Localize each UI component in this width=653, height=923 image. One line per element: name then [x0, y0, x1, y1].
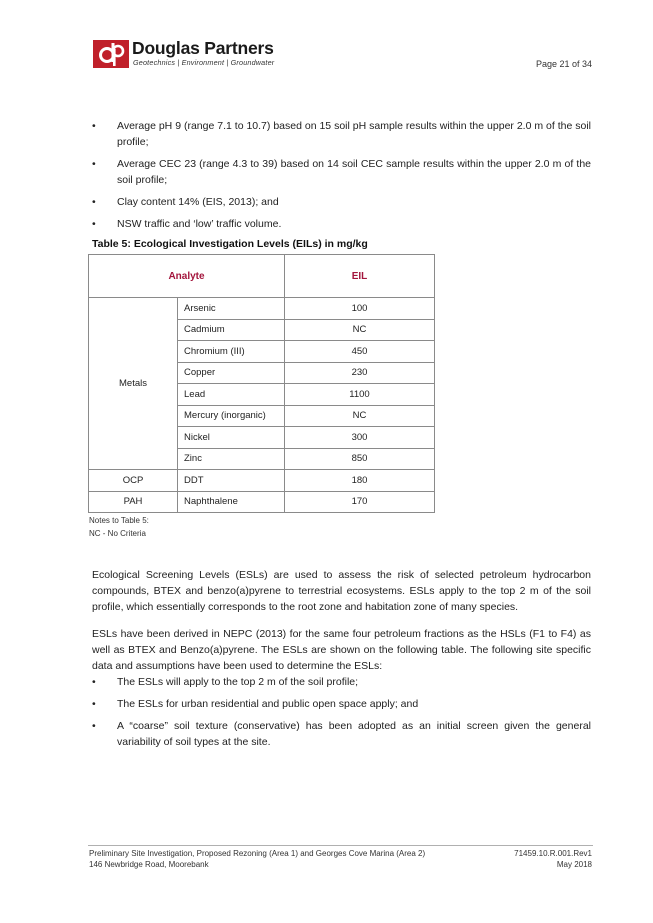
footer-project-address: 146 Newbridge Road, Moorebank: [89, 859, 209, 869]
list-item-text: NSW traffic and ‘low’ traffic volume.: [117, 218, 282, 230]
analyte-cell: DDT: [178, 470, 285, 492]
list-item-text: A “coarse” soil texture (conservative) has been adopted as an initial screen given the general variability of soil types at the site.: [117, 720, 591, 748]
eil-cell: 230: [285, 362, 435, 384]
list-item: [92, 696, 591, 712]
esl-intro-paragraph: Ecological Screening Levels (ESLs) are used to assess the risk of selected petroleum hydrocarbon compounds, BTEX and benzo(a)pyrene to terrestrial ecosystems. ESLs apply to the top 2 m of the soil profile, which essentially corresponds to the root zone and habitation zone of many species.: [92, 569, 591, 613]
group-cell: Metals: [89, 298, 178, 470]
eil-cell: 1100: [285, 384, 435, 406]
eil-cell: 850: [285, 448, 435, 470]
douglas-partners-logo-icon: [93, 40, 129, 68]
list-item: [92, 718, 591, 750]
esl-assumption-bullet-list: [92, 674, 591, 750]
analyte-cell: Copper: [178, 362, 285, 384]
company-name: Douglas Partners: [132, 38, 274, 58]
eil-cell: 450: [285, 341, 435, 363]
list-item: [92, 118, 591, 150]
list-item-text: The ESLs will apply to the top 2 m of the soil profile;: [117, 676, 359, 688]
analyte-cell: Mercury (inorganic): [178, 405, 285, 427]
analyte-column-header: Analyte: [89, 255, 285, 298]
eil-cell: NC: [285, 405, 435, 427]
analyte-cell: Naphthalene: [178, 491, 285, 513]
table-caption: Table 5: Ecological Investigation Levels (EILs) in mg/kg: [92, 238, 368, 250]
list-item: [92, 674, 591, 690]
list-item: [92, 156, 591, 188]
notes-line: NC - No Criteria: [89, 528, 146, 538]
table-notes: [89, 515, 149, 540]
analyte-cell: Zinc: [178, 448, 285, 470]
bullet-marker: •: [92, 720, 96, 732]
bullet-marker: •: [92, 158, 96, 170]
footer-report-info: [514, 849, 592, 870]
page-number: Page 21 of 34: [535, 59, 592, 69]
list-item: [92, 194, 591, 210]
eil-cell: 170: [285, 491, 435, 513]
bullet-marker: •: [92, 698, 96, 710]
footer-project-title: Preliminary Site Investigation, Proposed Rezoning (Area 1) and Georges Cove Marina (Area 2): [89, 849, 426, 858]
list-item-text: The ESLs for urban residential and public open space apply; and: [117, 698, 419, 710]
company-logo: [93, 40, 303, 70]
list-item: [92, 216, 591, 232]
eil-column-header: EIL: [285, 255, 435, 298]
analyte-cell: Nickel: [178, 427, 285, 449]
notes-heading: Notes to Table 5:: [89, 516, 149, 525]
footer-project-info: [89, 849, 425, 870]
footer-report-number: 71459.10.R.001.Rev1: [514, 849, 592, 858]
analyte-cell: Chromium (III): [178, 341, 285, 363]
eil-cell: 100: [285, 298, 435, 320]
table-header-row: [89, 255, 435, 298]
analyte-cell: Arsenic: [178, 298, 285, 320]
eil-table: [88, 254, 435, 513]
list-item-text: Average CEC 23 (range 4.3 to 39) based on 14 soil CEC sample results within the upper 2.0 m of the soil profile;: [117, 158, 591, 186]
bullet-marker: •: [92, 120, 96, 132]
list-item-text: Clay content 14% (EIS, 2013); and: [117, 196, 279, 208]
analyte-cell: Cadmium: [178, 319, 285, 341]
bullet-marker: •: [92, 676, 96, 688]
table-row: [89, 491, 435, 513]
table-row: [89, 470, 435, 492]
footer-divider: [88, 845, 593, 846]
eil-cell: NC: [285, 319, 435, 341]
eil-cell: 300: [285, 427, 435, 449]
bullet-marker: •: [92, 218, 96, 230]
site-data-bullet-list: [92, 118, 591, 232]
eil-cell: 180: [285, 470, 435, 492]
analyte-cell: Lead: [178, 384, 285, 406]
list-item-text: Average pH 9 (range 7.1 to 10.7) based on 15 soil pH sample results within the upper 2.0 m of the soil profile;: [117, 120, 591, 148]
group-cell: OCP: [89, 470, 178, 492]
table-row: [89, 298, 435, 320]
footer-report-date: May 2018: [556, 859, 592, 869]
bullet-marker: •: [92, 196, 96, 208]
group-cell: PAH: [89, 491, 178, 513]
esl-derivation-paragraph: ESLs have been derived in NEPC (2013) for the same four petroleum fractions as the HSLs (F1 to F4) as well as BTEX and Benzo(a)pyrene. The ESLs are shown on the following table. The following site specific data and assumptions have been used to determine the ESLs:: [92, 628, 591, 672]
company-tagline: Geotechnics | Environment | Groundwater: [133, 58, 275, 67]
